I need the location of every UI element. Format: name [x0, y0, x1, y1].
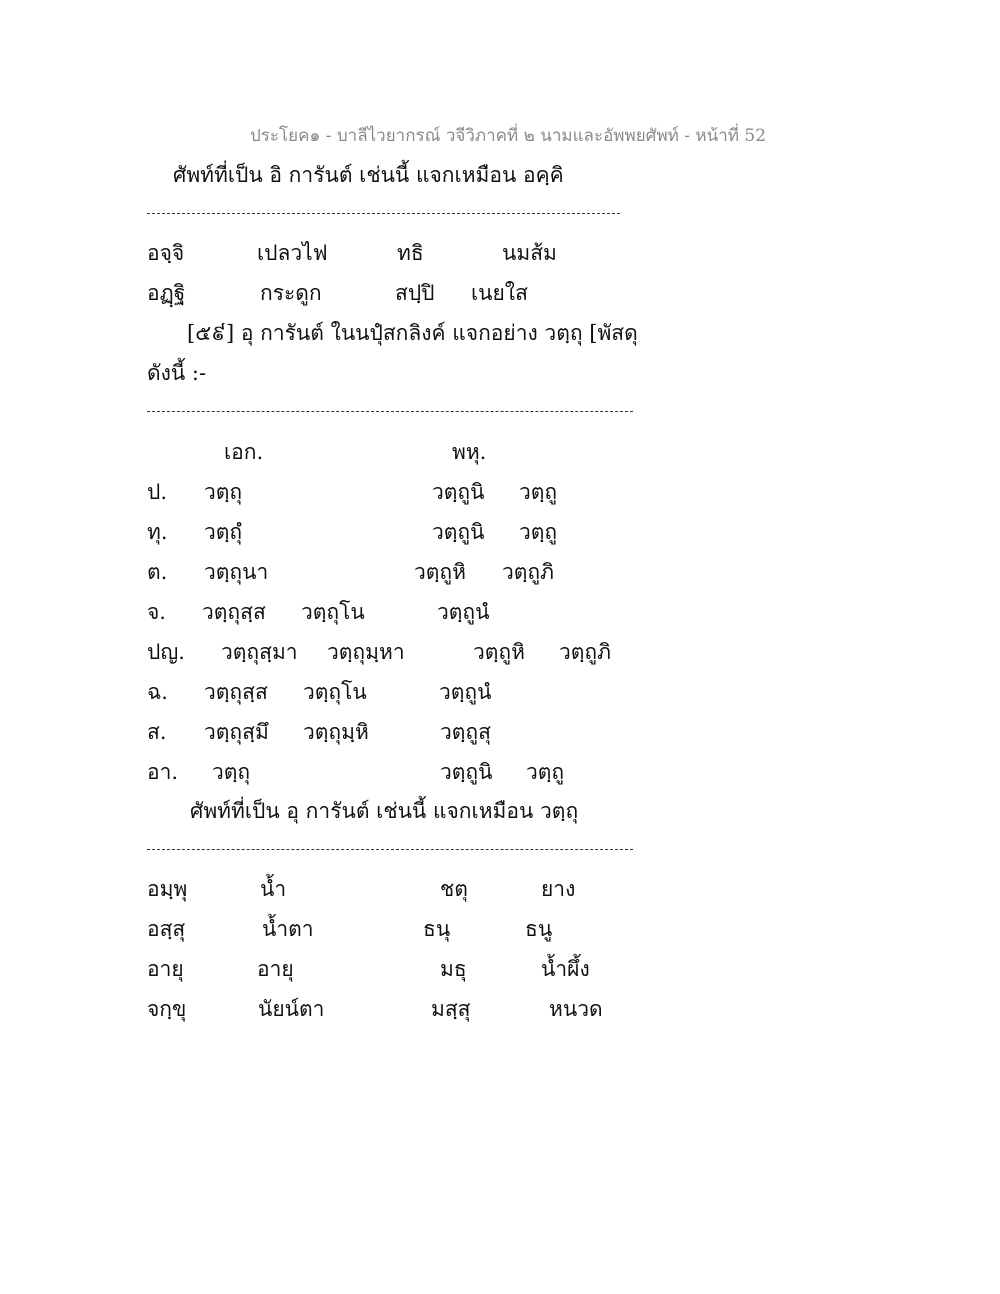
section-heading-cont: ดังนี้ :-: [147, 361, 207, 385]
plural-form: วตฺถูภิ: [502, 560, 554, 584]
word-pali: อสฺสุ: [147, 917, 186, 941]
dashed-divider: [147, 213, 620, 214]
word-thai: ธนู: [525, 917, 553, 941]
section-heading: [๕៩] อุ การันต์ ในนปุํสกลิงค์ แจกอย่าง วตฺถุ [พัสดุ: [187, 321, 638, 345]
plural-form: วตฺถูนํ: [437, 600, 490, 624]
plural-form: วตฺถูนิ: [432, 520, 485, 544]
word-thai: เนยใส: [471, 281, 528, 305]
singular-form-alt: วตฺถุมฺหา: [327, 640, 405, 664]
plural-form: วตฺถู: [519, 520, 558, 544]
singular-form-alt: วตฺถุโน: [301, 600, 365, 624]
u-intro-line: ศัพท์ที่เป็น อุ การันต์ เช่นนี้ แจกเหมือน วตฺถุ: [190, 799, 579, 823]
plural-form: วตฺถูหิ: [414, 560, 466, 584]
word-thai: กระดูก: [260, 281, 322, 305]
singular-form: วตฺถุสฺมึ: [204, 720, 269, 744]
plural-form: วตฺถูนิ: [440, 760, 493, 784]
word-pali: อายุ: [147, 957, 184, 981]
case-label: ต.: [147, 560, 168, 584]
word-thai: นัยน์ตา: [258, 997, 325, 1021]
singular-form: วตฺถุสฺส: [202, 600, 266, 624]
singular-form-alt: วตฺถุมฺหิ: [303, 720, 369, 744]
column-header-singular: เอก.: [224, 440, 264, 464]
singular-form: วตฺถุสฺมา: [221, 640, 298, 664]
word-pali: ทธิ: [397, 241, 424, 265]
word-thai: น้ำตา: [262, 917, 314, 941]
plural-form: วตฺถู: [526, 760, 565, 784]
word-thai: เปลวไฟ: [257, 241, 328, 265]
word-pali: มธุ: [440, 957, 467, 981]
dashed-divider: [147, 411, 633, 412]
case-label: อา.: [147, 760, 179, 784]
plural-form: วตฺถูหิ: [473, 640, 525, 664]
word-pali: จกฺขุ: [147, 997, 187, 1021]
word-thai: หนวด: [549, 997, 603, 1021]
i-intro-line: ศัพท์ที่เป็น อิ การันต์ เช่นนี้ แจกเหมือน อคฺคิ: [173, 163, 564, 187]
case-label: ทุ.: [147, 520, 168, 544]
plural-form: วตฺถูภิ: [559, 640, 611, 664]
singular-form: วตฺถุนา: [204, 560, 269, 584]
plural-form: วตฺถูนํ: [439, 680, 492, 704]
case-label: ส.: [147, 720, 167, 744]
singular-form: วตฺถุ: [204, 480, 243, 504]
dashed-divider: [147, 849, 633, 850]
column-header-plural: พหุ.: [452, 440, 487, 464]
singular-form: วตฺถุสฺส: [204, 680, 268, 704]
word-pali: มสฺสุ: [431, 997, 471, 1021]
word-pali: ชตุ: [440, 877, 468, 901]
word-pali: อฏฺฐิ: [147, 281, 186, 305]
word-thai: นมส้ม: [502, 241, 557, 265]
word-pali: อจฺจิ: [147, 241, 185, 265]
word-thai: อายุ: [257, 957, 294, 981]
word-pali: สปฺปิ: [395, 281, 435, 305]
singular-form-alt: วตฺถุโน: [303, 680, 367, 704]
case-label: ฉ.: [147, 680, 168, 704]
case-label: จ.: [147, 600, 166, 624]
word-thai: ยาง: [541, 877, 576, 901]
word-thai: น้ำผึ้ง: [541, 957, 590, 981]
case-label: ป.: [147, 480, 168, 504]
singular-form: วตฺถุํ: [204, 520, 243, 544]
singular-form: วตฺถุ: [212, 760, 251, 784]
case-label: ปญ.: [147, 640, 185, 664]
word-thai: น้ำ: [260, 877, 287, 901]
word-pali: ธนุ: [423, 917, 451, 941]
word-pali: อมฺพุ: [147, 877, 188, 901]
page-header: ประโยค๑ - บาลีไวยากรณ์ วจีวิภาคที่ ๒ นามและอัพพยศัพท์ - หน้าที่ 52: [250, 126, 767, 146]
plural-form: วตฺถูสุ: [440, 720, 491, 744]
plural-form: วตฺถูนิ: [432, 480, 485, 504]
plural-form: วตฺถู: [519, 480, 558, 504]
